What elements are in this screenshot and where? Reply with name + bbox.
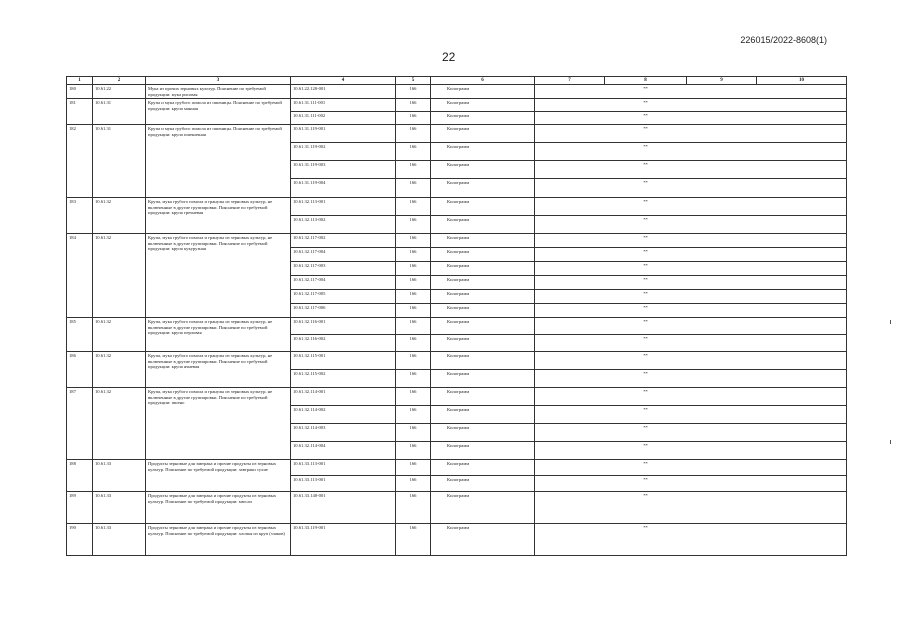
cell-mark: ** <box>605 216 687 234</box>
cell-empty <box>535 262 605 276</box>
cell-mark: ** <box>605 99 687 112</box>
product-description: Крупа и мука грубого помола из пшеницы. Пояснение по требуемой продукции: крупа пшеничная <box>146 125 291 198</box>
column-header: 3 <box>146 77 291 85</box>
column-header: 9 <box>687 77 757 85</box>
cell-empty <box>535 198 605 216</box>
cell-mark: ** <box>605 524 687 556</box>
unit-code: 166 <box>396 234 431 248</box>
page-number: 22 <box>442 50 456 64</box>
unit-name: Килограмм <box>431 216 535 234</box>
margin-mark <box>890 320 891 324</box>
okpd2-code: 10.61.32 <box>93 198 146 234</box>
cell-empty <box>535 290 605 304</box>
product-description: Крупа, мука грубого помола и гранулы из зерновых культур, не включенные в другие группировки. Пояснение по требуемой продукции: пшено <box>146 388 291 460</box>
unit-code: 166 <box>396 198 431 216</box>
table-row <box>67 198 847 216</box>
okpd2-code: 10.61.32 <box>93 352 146 388</box>
table-row <box>67 99 847 112</box>
unit-name: Килограмм <box>431 304 535 318</box>
cell-empty <box>757 85 847 99</box>
unit-code: 166 <box>396 276 431 290</box>
unit-name: Килограмм <box>431 112 535 125</box>
unit-code: 166 <box>396 370 431 388</box>
unit-code: 166 <box>396 388 431 406</box>
cell-empty <box>535 304 605 318</box>
okpd2-code: 10.61.33 <box>93 460 146 492</box>
cell-empty <box>757 406 847 424</box>
cell-mark: ** <box>605 304 687 318</box>
cell-empty <box>687 290 757 304</box>
cell-mark: ** <box>605 476 687 492</box>
cell-mark: ** <box>605 112 687 125</box>
cell-empty <box>687 424 757 442</box>
unit-code: 166 <box>396 352 431 370</box>
cell-empty <box>757 143 847 161</box>
cell-empty <box>687 99 757 112</box>
table-row <box>67 388 847 406</box>
ktru-code: 10.61.22.120-001 <box>291 85 396 99</box>
unit-code: 166 <box>396 442 431 460</box>
ktru-code: 10.61.31.111-002 <box>291 112 396 125</box>
cell-mark: ** <box>605 388 687 406</box>
column-header: 6 <box>431 77 535 85</box>
cell-empty <box>535 460 605 476</box>
cell-mark: ** <box>605 248 687 262</box>
cell-empty <box>535 442 605 460</box>
ktru-code: 10.61.32.117-004 <box>291 276 396 290</box>
cell-empty <box>757 352 847 370</box>
cell-empty <box>535 112 605 125</box>
cell-empty <box>687 216 757 234</box>
cell-mark: ** <box>605 143 687 161</box>
ktru-code: 10.61.33.113-001 <box>291 460 396 476</box>
cell-empty <box>757 125 847 143</box>
unit-code: 166 <box>396 85 431 99</box>
cell-empty <box>687 388 757 406</box>
ktru-code: 10.61.31.119-001 <box>291 125 396 143</box>
column-header: 2 <box>93 77 146 85</box>
cell-mark: ** <box>605 335 687 352</box>
unit-code: 166 <box>396 112 431 125</box>
unit-code: 166 <box>396 161 431 179</box>
cell-empty <box>757 99 847 112</box>
row-number: 189 <box>67 492 93 524</box>
product-description: Продукты зерновые для завтрака и прочие продукты из зерновых культур. Пояснение по требуемой продукции: хлопья из круп (злаков) <box>146 524 291 556</box>
cell-empty <box>535 318 605 335</box>
cell-empty <box>757 524 847 556</box>
unit-name: Килограмм <box>431 276 535 290</box>
row-number: 185 <box>67 318 93 352</box>
cell-empty <box>535 335 605 352</box>
cell-empty <box>687 492 757 524</box>
cell-empty <box>535 352 605 370</box>
cell-empty <box>535 216 605 234</box>
cell-empty <box>535 99 605 112</box>
unit-name: Килограмм <box>431 492 535 524</box>
cell-empty <box>687 442 757 460</box>
cell-empty <box>535 276 605 290</box>
unit-code: 166 <box>396 335 431 352</box>
product-description: Крупа, мука грубого помола и гранулы из зерновых культур, не включенные в другие группировки. Пояснение по требуемой продукции: крупа гречневая <box>146 198 291 234</box>
okpd2-code: 10.61.32 <box>93 234 146 318</box>
unit-name: Килограмм <box>431 442 535 460</box>
unit-code: 166 <box>396 99 431 112</box>
cell-empty <box>535 424 605 442</box>
unit-name: Килограмм <box>431 424 535 442</box>
column-header: 7 <box>535 77 605 85</box>
okpd2-code: 10.61.31 <box>93 125 146 198</box>
column-header: 4 <box>291 77 396 85</box>
unit-name: Килограмм <box>431 335 535 352</box>
cell-empty <box>535 143 605 161</box>
ktru-code: 10.61.33.119-001 <box>291 524 396 556</box>
table-row <box>67 85 847 99</box>
cell-empty <box>687 476 757 492</box>
cell-empty <box>757 262 847 276</box>
ktru-code: 10.61.31.111-001 <box>291 99 396 112</box>
unit-code: 166 <box>396 179 431 198</box>
margin-mark <box>890 440 891 444</box>
cell-empty <box>757 276 847 290</box>
cell-empty <box>687 276 757 290</box>
cell-empty <box>687 248 757 262</box>
cell-mark: ** <box>605 442 687 460</box>
product-description: Продукты зерновые для завтрака и прочие продукты из зерновых культур. Пояснение по требуемой продукции: завтраки сухие <box>146 460 291 492</box>
unit-name: Килограмм <box>431 125 535 143</box>
ktru-code: 10.61.32.114-003 <box>291 424 396 442</box>
cell-empty <box>757 492 847 524</box>
product-description: Крупа, мука грубого помола и гранулы из зерновых культур, не включенные в другие группировки. Пояснение по требуемой продукции: крупа кукурузная <box>146 234 291 318</box>
table-row <box>67 318 847 335</box>
cell-empty <box>687 262 757 276</box>
product-description: Крупа, мука грубого помола и гранулы из зерновых культур, не включенные в другие группировки. Пояснение по требуемой продукции: крупа ячневая <box>146 352 291 388</box>
cell-empty <box>757 161 847 179</box>
cell-mark: ** <box>605 492 687 524</box>
cell-empty <box>535 524 605 556</box>
cell-empty <box>757 248 847 262</box>
unit-name: Килограмм <box>431 248 535 262</box>
ktru-code: 10.61.31.119-002 <box>291 143 396 161</box>
cell-empty <box>535 85 605 99</box>
column-header: 8 <box>605 77 687 85</box>
row-number: 190 <box>67 524 93 556</box>
unit-code: 166 <box>396 290 431 304</box>
cell-mark: ** <box>605 424 687 442</box>
cell-empty <box>535 492 605 524</box>
row-number: 183 <box>67 198 93 234</box>
ktru-code: 10.61.32.113-002 <box>291 216 396 234</box>
unit-name: Килограмм <box>431 143 535 161</box>
cell-empty <box>535 388 605 406</box>
table-row <box>67 234 847 248</box>
unit-name: Килограмм <box>431 99 535 112</box>
table-row <box>67 492 847 524</box>
table-row <box>67 125 847 143</box>
ktru-code: 10.61.32.117-006 <box>291 304 396 318</box>
cell-mark: ** <box>605 290 687 304</box>
cell-empty <box>535 179 605 198</box>
okpd2-code: 10.61.31 <box>93 99 146 125</box>
ktru-code: 10.61.32.116-001 <box>291 318 396 335</box>
ktru-code: 10.61.31.119-004 <box>291 179 396 198</box>
cell-empty <box>757 216 847 234</box>
cell-mark: ** <box>605 161 687 179</box>
cell-empty <box>757 370 847 388</box>
row-number: 186 <box>67 352 93 388</box>
unit-name: Килограмм <box>431 370 535 388</box>
cell-empty <box>757 112 847 125</box>
cell-empty <box>687 524 757 556</box>
unit-code: 166 <box>396 460 431 476</box>
cell-empty <box>757 318 847 335</box>
product-description: Крупа и мука грубого помола из пшеницы. Пояснение по требуемой продукции: крупа манная <box>146 99 291 125</box>
cell-empty <box>757 442 847 460</box>
unit-name: Килограмм <box>431 290 535 304</box>
unit-code: 166 <box>396 304 431 318</box>
ktru-code: 10.61.32.116-002 <box>291 335 396 352</box>
cell-empty <box>757 424 847 442</box>
unit-code: 166 <box>396 143 431 161</box>
cell-empty <box>687 318 757 335</box>
table-row <box>67 524 847 556</box>
ktru-code: 10.61.32.115-001 <box>291 352 396 370</box>
column-header: 5 <box>396 77 431 85</box>
unit-code: 166 <box>396 262 431 276</box>
row-number: 180 <box>67 85 93 99</box>
cell-mark: ** <box>605 234 687 248</box>
cell-mark: ** <box>605 125 687 143</box>
cell-mark: ** <box>605 318 687 335</box>
unit-name: Килограмм <box>431 179 535 198</box>
product-description: Мука из прочих зерновых культур. Пояснение по требуемой продукции: мука рисовая <box>146 85 291 99</box>
cell-mark: ** <box>605 276 687 290</box>
unit-name: Килограмм <box>431 161 535 179</box>
ktru-code: 10.61.32.117-004 <box>291 248 396 262</box>
table-header-row <box>67 77 847 85</box>
cell-empty <box>687 335 757 352</box>
table-row <box>67 352 847 370</box>
cell-empty <box>687 112 757 125</box>
cell-empty <box>687 179 757 198</box>
okpd2-code: 10.61.33 <box>93 524 146 556</box>
cell-mark: ** <box>605 179 687 198</box>
row-number: 182 <box>67 125 93 198</box>
cell-empty <box>687 234 757 248</box>
cell-empty <box>535 161 605 179</box>
unit-name: Килограмм <box>431 406 535 424</box>
cell-empty <box>687 85 757 99</box>
unit-name: Килограмм <box>431 460 535 476</box>
cell-empty <box>535 248 605 262</box>
unit-name: Килограмм <box>431 352 535 370</box>
ktru-code: 10.61.33.113-001 <box>291 476 396 492</box>
unit-name: Килограмм <box>431 198 535 216</box>
cell-empty <box>535 125 605 143</box>
cell-empty <box>757 234 847 248</box>
unit-code: 166 <box>396 476 431 492</box>
unit-name: Килограмм <box>431 262 535 276</box>
cell-mark: ** <box>605 198 687 216</box>
cell-mark: ** <box>605 352 687 370</box>
unit-name: Килограмм <box>431 388 535 406</box>
unit-code: 166 <box>396 318 431 335</box>
okpd2-code: 10.61.22 <box>93 85 146 99</box>
unit-code: 166 <box>396 216 431 234</box>
product-description: Продукты зерновые для завтрака и прочие продукты из зерновых культур. Пояснение по требуемой продукции: мюсли <box>146 492 291 524</box>
cell-empty <box>687 406 757 424</box>
cell-empty <box>535 234 605 248</box>
unit-name: Килограмм <box>431 85 535 99</box>
unit-code: 166 <box>396 492 431 524</box>
cell-empty <box>757 179 847 198</box>
cell-mark: ** <box>605 460 687 476</box>
column-header: 1 <box>67 77 93 85</box>
cell-empty <box>687 352 757 370</box>
ktru-code: 10.61.31.119-003 <box>291 161 396 179</box>
cell-mark: ** <box>605 370 687 388</box>
table-row <box>67 460 847 476</box>
okpd2-code: 10.61.33 <box>93 492 146 524</box>
unit-name: Килограмм <box>431 318 535 335</box>
product-description: Крупа, мука грубого помола и гранулы из зерновых культур, не включенные в другие группировки. Пояснение по требуемой продукции: крупа перловая <box>146 318 291 352</box>
column-header: 10 <box>757 77 847 85</box>
cell-mark: ** <box>605 262 687 276</box>
cell-empty <box>687 460 757 476</box>
requirements-table <box>66 76 847 556</box>
document-id: 226015/2022-8608(1) <box>740 35 827 45</box>
ktru-code: 10.61.33.140-001 <box>291 492 396 524</box>
cell-empty <box>757 290 847 304</box>
unit-name: Килограмм <box>431 524 535 556</box>
ktru-code: 10.61.32.114-001 <box>291 388 396 406</box>
unit-code: 166 <box>396 424 431 442</box>
cell-empty <box>757 460 847 476</box>
cell-empty <box>687 125 757 143</box>
unit-code: 166 <box>396 125 431 143</box>
cell-empty <box>535 476 605 492</box>
ktru-code: 10.61.32.117-003 <box>291 262 396 276</box>
unit-code: 166 <box>396 406 431 424</box>
row-number: 187 <box>67 388 93 460</box>
row-number: 188 <box>67 460 93 492</box>
cell-empty <box>757 304 847 318</box>
cell-empty <box>757 335 847 352</box>
ktru-code: 10.61.32.114-004 <box>291 442 396 460</box>
unit-name: Килограмм <box>431 476 535 492</box>
cell-mark: ** <box>605 85 687 99</box>
ktru-code: 10.61.32.113-001 <box>291 198 396 216</box>
row-number: 184 <box>67 234 93 318</box>
okpd2-code: 10.61.32 <box>93 318 146 352</box>
cell-empty <box>687 370 757 388</box>
cell-empty <box>687 198 757 216</box>
cell-empty <box>687 304 757 318</box>
row-number: 181 <box>67 99 93 125</box>
okpd2-code: 10.61.32 <box>93 388 146 460</box>
cell-empty <box>687 143 757 161</box>
cell-empty <box>535 406 605 424</box>
ktru-code: 10.61.32.115-002 <box>291 370 396 388</box>
cell-empty <box>757 388 847 406</box>
unit-code: 166 <box>396 524 431 556</box>
unit-name: Килограмм <box>431 234 535 248</box>
cell-empty <box>757 198 847 216</box>
unit-code: 166 <box>396 248 431 262</box>
cell-empty <box>535 370 605 388</box>
cell-mark: ** <box>605 406 687 424</box>
cell-empty <box>757 476 847 492</box>
cell-empty <box>687 161 757 179</box>
ktru-code: 10.61.32.117-002 <box>291 234 396 248</box>
ktru-code: 10.61.32.114-002 <box>291 406 396 424</box>
ktru-code: 10.61.32.117-005 <box>291 290 396 304</box>
